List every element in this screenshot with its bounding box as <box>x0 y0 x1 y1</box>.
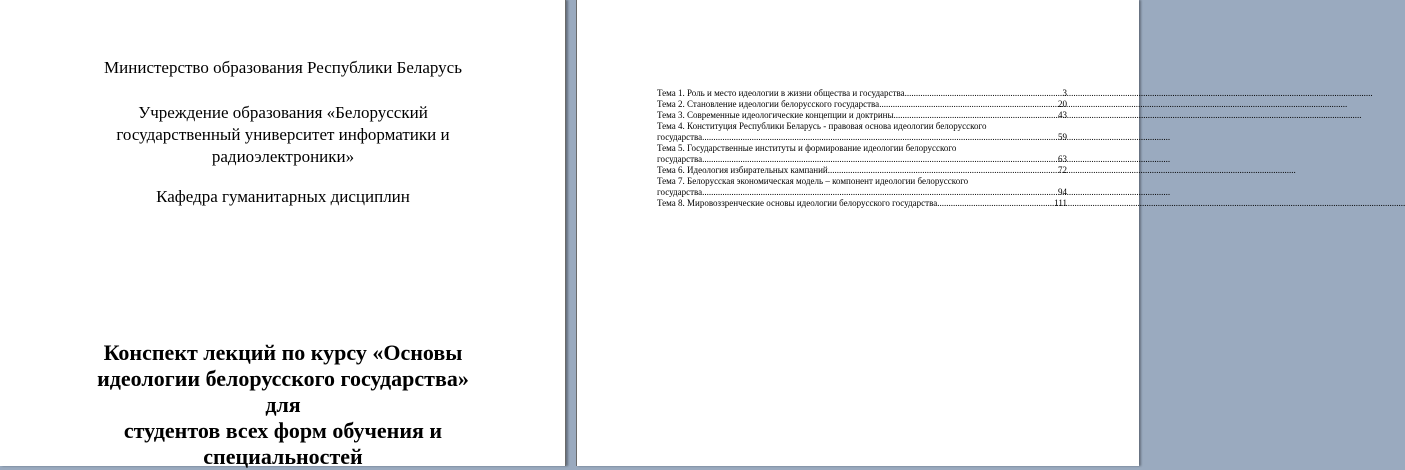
toc-entry-page: 94 <box>1058 187 1067 197</box>
title-line: идеологии белорусского государства» для <box>97 366 469 417</box>
title-line: специальностей <box>203 444 363 469</box>
toc-entry[interactable] <box>657 198 1067 209</box>
toc-leader <box>828 165 1058 176</box>
toc-entry-label: Тема 8. Мировоззренческие основы идеологии белорусского государства <box>657 198 938 208</box>
institution-line: радиоэлектроники» <box>211 147 355 166</box>
toc-entry-label-line1[interactable]: Тема 4. Конституция Республики Беларусь - правовая основа идеологии белорусского <box>657 121 987 131</box>
toc-leader <box>702 154 1058 165</box>
toc-entry-label-line1[interactable]: Тема 5. Государственные институты и формирование идеологии белорусского <box>657 143 957 153</box>
department-heading: Кафедра гуманитарных дисциплин <box>156 187 410 206</box>
toc-entry-page: 72 <box>1058 165 1067 175</box>
toc-leader <box>702 187 1058 198</box>
toc-entry[interactable] <box>657 132 1067 143</box>
toc-entry[interactable] <box>657 99 1067 110</box>
toc-entry[interactable] <box>657 110 1067 121</box>
toc-entry-page: 43 <box>1058 110 1067 120</box>
toc-leader <box>937 198 1054 209</box>
toc-entry-label: государства <box>657 154 703 164</box>
toc-entry[interactable] <box>657 165 1067 176</box>
toc-entry[interactable] <box>657 187 1067 198</box>
toc-entry-label: Тема 3. Современные идеологические концепции и доктрины <box>657 110 894 120</box>
toc-leader <box>702 132 1058 143</box>
toc-leader <box>905 88 1063 99</box>
toc-leader <box>894 110 1058 121</box>
toc-entry-label: государства <box>657 132 703 142</box>
institution-line: государственный университет информатики и <box>116 125 450 144</box>
toc-entry[interactable] <box>657 154 1067 165</box>
toc-entry[interactable] <box>657 88 1067 99</box>
document-page-2 <box>576 0 1139 466</box>
document-page-1 <box>0 0 566 469</box>
toc-entry-label-line1[interactable]: Тема 7. Белорусская экономическая модель – компонент идеологии белорусского <box>657 176 969 186</box>
document-title <box>80 340 486 470</box>
institution-heading <box>0 102 566 168</box>
title-line: студентов всех форм обучения и <box>123 418 443 443</box>
toc-entry-page: 59 <box>1058 132 1067 142</box>
toc-leader <box>879 99 1058 110</box>
toc-entry-label: Тема 6. Идеология избирательных кампаний <box>657 165 828 175</box>
table-of-contents <box>657 88 1067 209</box>
ministry-heading: Министерство образования Республики Беларусь <box>104 58 462 77</box>
toc-entry-page: 20 <box>1058 99 1067 109</box>
toc-entry-page: 111 <box>1054 198 1067 208</box>
toc-entry-page: 3 <box>1062 88 1067 98</box>
toc-entry-label: Тема 2. Становление идеологии белорусского государства <box>657 99 880 109</box>
title-line: Конспект лекций по курсу «Основы <box>103 340 463 365</box>
toc-entry-label: государства <box>657 187 703 197</box>
toc-entry-page: 63 <box>1058 154 1067 164</box>
toc-entry-label: Тема 1. Роль и место идеологии в жизни общества и государства <box>657 88 905 98</box>
institution-line: Учреждение образования «Белорусский <box>138 103 428 122</box>
